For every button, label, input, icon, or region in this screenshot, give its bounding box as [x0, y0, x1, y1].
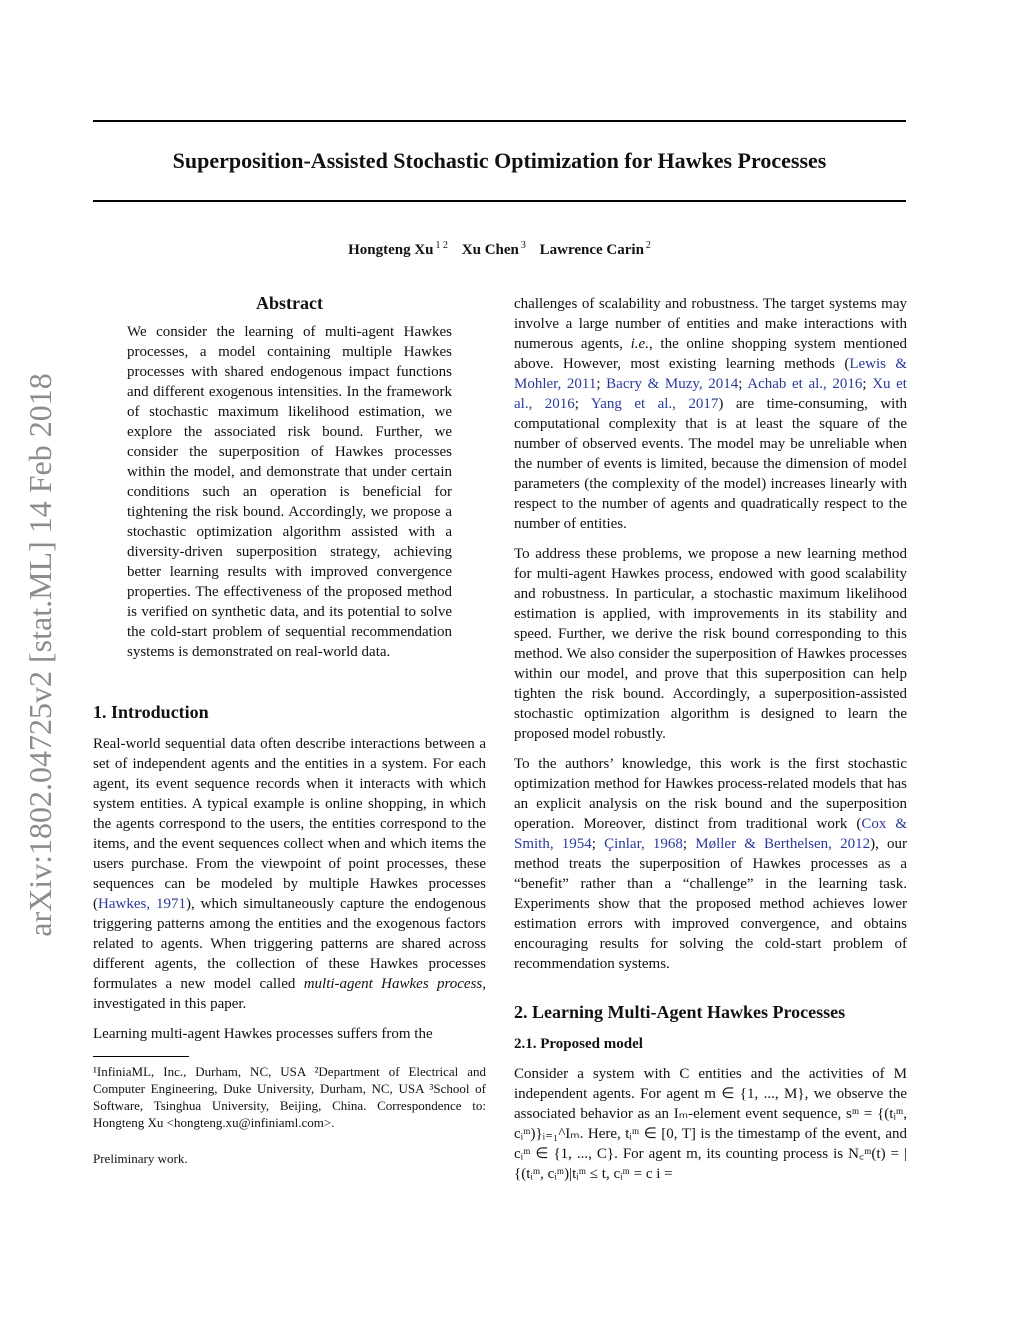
right-column	[514, 294, 907, 1184]
citation-link[interactable]: Bacry & Muzy, 2014	[606, 376, 739, 392]
introduction-heading: 1. Introduction	[93, 702, 209, 722]
left-column	[93, 290, 486, 1167]
paper-title: Superposition-Assisted Stochastic Optimization for Hawkes Processes	[172, 148, 827, 173]
citation-link[interactable]: Cox & Smith, 1954	[514, 816, 907, 852]
citation-link[interactable]: Møller & Berthelsen, 2012	[695, 836, 871, 852]
footnote-rule	[93, 1056, 189, 1057]
subsection-2-1-heading: 2.1. Proposed model	[514, 1036, 643, 1052]
intro-paragraph-2-start: Learning multi-agent Hawkes processes suffers from the	[93, 1026, 433, 1042]
preliminary-note: Preliminary work.	[93, 1151, 188, 1166]
author-list	[93, 235, 906, 261]
citation-link[interactable]: Xu et al., 2016	[514, 376, 907, 412]
title-top-rule	[93, 120, 906, 122]
citation-link[interactable]: Achab et al., 2016	[747, 376, 863, 392]
citation-link[interactable]: Hawkes, 1971	[98, 896, 186, 912]
author: Hongteng Xu $^{1 2}$	[348, 240, 449, 258]
intro-paragraph-2-cont: challenges of scalability and robustness. The target systems may involve a large number of entities and make interactions with numerous agents, i.e., the online shopping system mentioned above. However, most existing learning methods (Lewis & Mohler, 2011; Bacry & Muzy, 2014; Achab et al., 2016; Xu et al., 2016; Yang et al., 2017) are time-consuming, with computational complexity that is at least the square of the number of observed events. The model may be unreliable when the number of events is limited, because the dimension of model parameters (the complexity of the model) increases linearly with respect to the number of agents and quadratically respect to the number of entities.	[514, 296, 907, 532]
author: Xu Chen $^3$	[461, 240, 526, 258]
citation-link[interactable]: Çinlar, 1968	[604, 836, 683, 852]
citation-link[interactable]: Lewis & Mohler, 2011	[514, 356, 907, 392]
arxiv-identifier: arXiv:1802.04725v2 [stat.ML] 14 Feb 2018	[22, 373, 58, 937]
model-paragraph: Consider a system with C entities and the activities of M independent agents. For agent m ∈ {1, ..., M}, we observe the associated behavior as an Iₘ-element event sequence, sᵐ = {(tᵢᵐ, cᵢᵐ)}ᵢ₌₁^Iₘ. Here, tᵢᵐ ∈ [0, T] is the timestamp of the event, and cᵢᵐ ∈ {1, ..., C}. For agent m, its counting process is N꜀ᵐ(t) = |{(tᵢᵐ, cᵢᵐ)|tᵢᵐ ≤ t, cᵢᵐ = c i =	[514, 1066, 907, 1182]
intro-paragraph-3: To address these problems, we propose a new learning method for multi-agent Hawkes process, endowed with good scalability and robustness. In particular, a stochastic maximum likelihood estimation is applied, with improvements in its stability and speed. Further, we derive the risk bound corresponding to this method. We also consider the superposition of Hawkes processes within our model, and prove that this superposition can help tighten the risk bound. Accordingly, a superposition-assisted stochastic optimization algorithm is designed to learn the proposed model robustly.	[514, 546, 907, 742]
abstract-text: We consider the learning of multi-agent Hawkes processes, a model containing multiple Hawkes processes with shared endogenous impact functions and different exogenous intensities. In the framework of stochastic maximum likelihood estimation, we explore the associated risk bound. Further, we consider the superposition of Hawkes processes within the model, and demonstrate that under certain conditions such an operation is beneficial for tightening the risk bound. Accordingly, we propose a stochastic optimization algorithm assisted with a diversity-driven superposition strategy, achieving better learning results with improved convergence properties. The effectiveness of the proposed method is verified on synthetic data, and its potential to solve the cold-start problem of sequential recommendation systems is demonstrated on real-world data.	[127, 324, 452, 660]
author: Lawrence Carin $^2$	[539, 240, 651, 258]
title-bottom-rule	[93, 200, 906, 202]
abstract-heading: Abstract	[256, 293, 323, 313]
affiliation-footnote: ¹InfiniaML, Inc., Durham, NC, USA ²Department of Electrical and Computer Engineering, Duke University, Durham, NC, USA ³School of Software, Tsinghua University, Beijing, China. Correspondence to: Hongteng Xu <hongteng.xu@infiniaml.com>.	[93, 1064, 486, 1130]
citation-link[interactable]: Yang et al., 2017	[590, 396, 719, 412]
section-2-heading: 2. Learning Multi-Agent Hawkes Processes	[514, 1002, 846, 1022]
intro-paragraph-4: To the authors’ knowledge, this work is the first stochastic optimization method for Hawkes process-related models that has an explicit analysis on the risk bound and the superposition operation. Moreover, distinct from traditional work (Cox & Smith, 1954; Çinlar, 1968; Møller & Berthelsen, 2012), our method treats the superposition of Hawkes processes as a “benefit” rather than a “challenge” in the learning task. Experiments show that the proposed method achieves lower estimation errors with improved convergence, and obtains encouraging results for solving the cold-start problem of recommendation systems.	[514, 756, 907, 972]
intro-paragraph: Real-world sequential data often describe interactions between a set of independent agents and the entities in a system. For each agent, its event sequence records when it interacts with which system entities. A typical example is online shopping, in which the agents correspond to the users, the entities correspond to the items, and the event sequences collect when and which items the users purchase. From the viewpoint of point processes, these sequences can be modeled by multiple Hawkes processes (Hawkes, 1971), which simultaneously capture the endogenous triggering patterns among the entities and the exogenous factors related to agents. When triggering patterns are shared across different agents, the collection of these Hawkes processes formulates a new model called multi-agent Hawkes process, investigated in this paper.	[93, 736, 486, 1012]
